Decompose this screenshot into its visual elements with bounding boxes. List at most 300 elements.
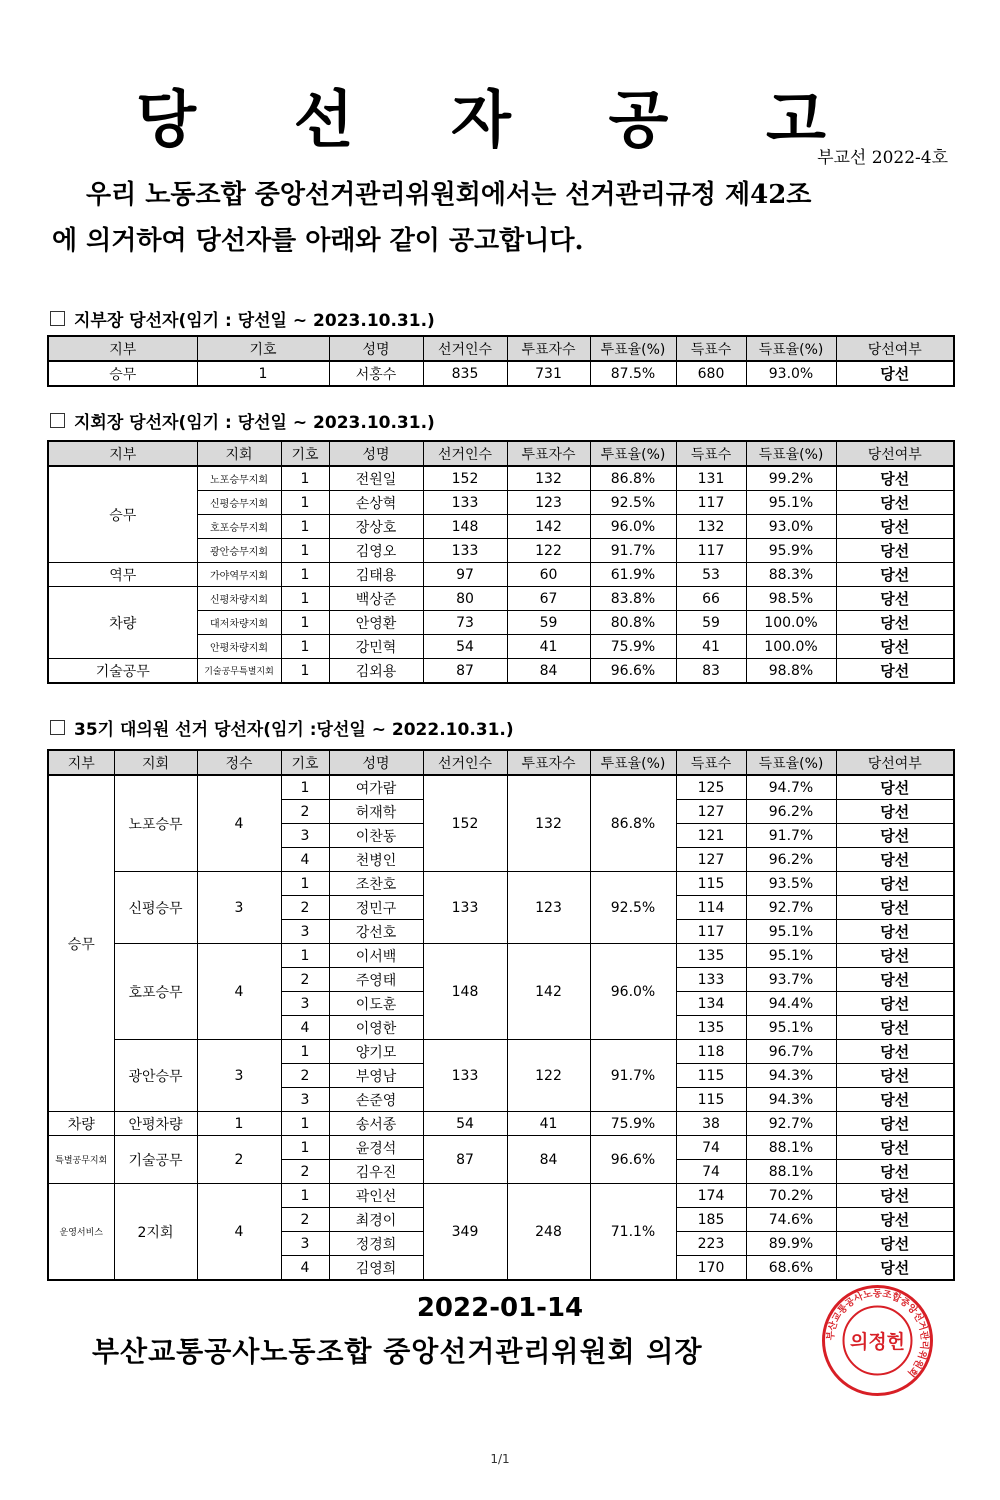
- table-cell: 당선: [836, 539, 954, 563]
- column-header: 정수: [197, 750, 281, 775]
- votes-cell: 127: [676, 848, 746, 872]
- voters-cell: 87: [423, 1136, 507, 1184]
- table-cell: 95.9%: [746, 539, 836, 563]
- official-seal-stamp: [820, 1283, 935, 1398]
- vote-rate-cell: 92.7%: [746, 896, 836, 920]
- chapter-cell: 안평차량지회: [197, 635, 281, 659]
- announcement-date: 2022-01-14: [416, 1293, 584, 1323]
- candidate-name-cell: 이도훈: [329, 992, 423, 1016]
- table-row: [48, 872, 954, 896]
- ballots-cell: 123: [507, 872, 590, 944]
- table-row: [48, 563, 954, 587]
- column-header: 득표율(%): [746, 441, 836, 466]
- votes-cell: 114: [676, 896, 746, 920]
- checkbox-square-icon: [50, 720, 65, 735]
- candidate-name-cell: 정경희: [329, 1232, 423, 1256]
- intro-line-2: 에 의거하여 당선자를 아래와 같이 공고합니다.: [52, 226, 584, 256]
- table-cell: 100.0%: [746, 611, 836, 635]
- table-cell: 당선: [836, 635, 954, 659]
- result-cell: 당선: [836, 824, 954, 848]
- table-cell: 당선: [836, 515, 954, 539]
- table-cell: 서홍수: [329, 361, 423, 386]
- candidate-number-cell: 4: [281, 848, 329, 872]
- table-cell: 731: [507, 361, 590, 386]
- result-cell: 당선: [836, 896, 954, 920]
- result-cell: 당선: [836, 1112, 954, 1136]
- turnout-cell: 75.9%: [590, 1112, 676, 1136]
- chapter-cell: 신평승무지회: [197, 491, 281, 515]
- table-cell: 835: [423, 361, 507, 386]
- votes-cell: 170: [676, 1256, 746, 1281]
- table-cell: 97: [423, 563, 507, 587]
- candidate-name-cell: 주영태: [329, 968, 423, 992]
- document-number: 부교선 2022-4호: [817, 148, 948, 168]
- column-header: 기호: [281, 750, 329, 775]
- result-cell: 당선: [836, 1016, 954, 1040]
- candidate-number-cell: 1: [281, 1040, 329, 1064]
- turnout-cell: 92.5%: [590, 872, 676, 944]
- candidate-number-cell: 1: [281, 872, 329, 896]
- candidate-number-cell: 1: [281, 1184, 329, 1208]
- table-cell: 1: [281, 515, 329, 539]
- table-row: [48, 361, 954, 386]
- votes-cell: 134: [676, 992, 746, 1016]
- seats-cell: 1: [197, 1112, 281, 1136]
- table-cell: 1: [281, 635, 329, 659]
- column-header: 투표자수: [507, 750, 590, 775]
- delegate-table: [47, 749, 955, 1281]
- column-header: 득표수: [676, 750, 746, 775]
- table-cell: 1: [281, 587, 329, 611]
- vote-rate-cell: 68.6%: [746, 1256, 836, 1281]
- votes-cell: 38: [676, 1112, 746, 1136]
- candidate-name-cell: 이서백: [329, 944, 423, 968]
- table-cell: 손상혁: [329, 491, 423, 515]
- table-cell: 1: [281, 611, 329, 635]
- table-cell: 100.0%: [746, 635, 836, 659]
- table-cell: 131: [676, 466, 746, 491]
- table-cell: 96.0%: [590, 515, 676, 539]
- branch-cell: 기술공무: [48, 659, 197, 684]
- table-cell: 98.5%: [746, 587, 836, 611]
- ballots-cell: 142: [507, 944, 590, 1040]
- result-cell: 당선: [836, 1256, 954, 1281]
- seats-cell: 4: [197, 775, 281, 872]
- column-header: 선거인수: [423, 441, 507, 466]
- result-cell: 당선: [836, 992, 954, 1016]
- candidate-name-cell: 최경이: [329, 1208, 423, 1232]
- table-cell: 1: [281, 539, 329, 563]
- candidate-name-cell: 김영희: [329, 1256, 423, 1281]
- column-header: 투표율(%): [590, 750, 676, 775]
- column-header: 득표수: [676, 441, 746, 466]
- table-cell: 당선: [836, 361, 954, 386]
- column-header: 지부: [48, 750, 114, 775]
- branch-cell: 승무: [48, 775, 114, 1112]
- candidate-number-cell: 3: [281, 992, 329, 1016]
- chapter-cell: 대저차량지회: [197, 611, 281, 635]
- result-cell: 당선: [836, 800, 954, 824]
- votes-cell: 115: [676, 872, 746, 896]
- column-header: 선거인수: [423, 750, 507, 775]
- vote-rate-cell: 95.1%: [746, 920, 836, 944]
- table-cell: 117: [676, 491, 746, 515]
- chapter-cell: 가야역무지회: [197, 563, 281, 587]
- table-cell: 당선: [836, 466, 954, 491]
- voters-cell: 148: [423, 944, 507, 1040]
- chapter-cell: 노포승무지회: [197, 466, 281, 491]
- votes-cell: 74: [676, 1136, 746, 1160]
- votes-cell: 223: [676, 1232, 746, 1256]
- chapter-cell: 광안승무: [114, 1040, 197, 1112]
- issuer-name: 부산교통공사노동조합 중앙선거관리위원회 의장: [92, 1335, 703, 1368]
- table-cell: 김영오: [329, 539, 423, 563]
- table-cell: 142: [507, 515, 590, 539]
- vote-rate-cell: 96.7%: [746, 1040, 836, 1064]
- column-header: 성명: [329, 336, 423, 361]
- vote-rate-cell: 88.1%: [746, 1160, 836, 1184]
- table-cell: 전원일: [329, 466, 423, 491]
- table-cell: 67: [507, 587, 590, 611]
- table-cell: 133: [423, 539, 507, 563]
- table-cell: 당선: [836, 491, 954, 515]
- intro-line-1: 우리 노동조합 중앙선거관리위원회에서는 선거관리규정 제42조: [86, 180, 812, 210]
- result-cell: 당선: [836, 1040, 954, 1064]
- table-cell: 59: [676, 611, 746, 635]
- votes-cell: 135: [676, 944, 746, 968]
- result-cell: 당선: [836, 1136, 954, 1160]
- voters-cell: 349: [423, 1184, 507, 1281]
- vote-rate-cell: 93.5%: [746, 872, 836, 896]
- table-cell: 132: [676, 515, 746, 539]
- table-cell: 84: [507, 659, 590, 684]
- candidate-number-cell: 1: [281, 1136, 329, 1160]
- vote-rate-cell: 94.3%: [746, 1064, 836, 1088]
- column-header: 지회: [114, 750, 197, 775]
- result-cell: 당선: [836, 1184, 954, 1208]
- table-cell: 122: [507, 539, 590, 563]
- table-cell: 152: [423, 466, 507, 491]
- votes-cell: 135: [676, 1016, 746, 1040]
- candidate-name-cell: 부영남: [329, 1064, 423, 1088]
- table-cell: 강민혁: [329, 635, 423, 659]
- column-header: 당선여부: [836, 441, 954, 466]
- table-row: [48, 659, 954, 684]
- ballots-cell: 132: [507, 775, 590, 872]
- section2-title-text: 지회장 당선자(임기 : 당선일 ~ 2023.10.31.): [74, 413, 435, 433]
- candidate-number-cell: 2: [281, 1160, 329, 1184]
- table-row: [48, 1112, 954, 1136]
- table-cell: 41: [507, 635, 590, 659]
- result-cell: 당선: [836, 1232, 954, 1256]
- votes-cell: 74: [676, 1160, 746, 1184]
- chapter-cell: 신평차량지회: [197, 587, 281, 611]
- page-title: 당 선 자 공 고: [136, 83, 864, 156]
- table-cell: 장상호: [329, 515, 423, 539]
- ballots-cell: 248: [507, 1184, 590, 1281]
- column-header: 기호: [281, 441, 329, 466]
- vote-rate-cell: 93.7%: [746, 968, 836, 992]
- branch-cell: 역무: [48, 563, 197, 587]
- table-row: [48, 1136, 954, 1160]
- candidate-number-cell: 4: [281, 1016, 329, 1040]
- column-header: 당선여부: [836, 750, 954, 775]
- candidate-number-cell: 1: [281, 1112, 329, 1136]
- table-cell: 92.5%: [590, 491, 676, 515]
- vote-rate-cell: 70.2%: [746, 1184, 836, 1208]
- seats-cell: 4: [197, 944, 281, 1040]
- table-cell: 73: [423, 611, 507, 635]
- chapter-cell: 호포승무지회: [197, 515, 281, 539]
- voters-cell: 133: [423, 872, 507, 944]
- table-cell: 91.7%: [590, 539, 676, 563]
- vote-rate-cell: 94.4%: [746, 992, 836, 1016]
- checkbox-square-icon: [50, 311, 65, 326]
- vote-rate-cell: 88.1%: [746, 1136, 836, 1160]
- column-header: 당선여부: [836, 336, 954, 361]
- candidate-number-cell: 2: [281, 896, 329, 920]
- result-cell: 당선: [836, 775, 954, 800]
- candidate-name-cell: 윤경석: [329, 1136, 423, 1160]
- table-cell: 680: [676, 361, 746, 386]
- seats-cell: 3: [197, 1040, 281, 1112]
- candidate-number-cell: 3: [281, 824, 329, 848]
- vote-rate-cell: 94.7%: [746, 775, 836, 800]
- section1-title-text: 지부장 당선자(임기 : 당선일 ~ 2023.10.31.): [74, 311, 435, 331]
- result-cell: 당선: [836, 920, 954, 944]
- table-cell: 1: [281, 491, 329, 515]
- table-cell: 59: [507, 611, 590, 635]
- table-cell: 54: [423, 635, 507, 659]
- seats-cell: 4: [197, 1184, 281, 1281]
- votes-cell: 174: [676, 1184, 746, 1208]
- branch-cell: 차량: [48, 1112, 114, 1136]
- seats-cell: 2: [197, 1136, 281, 1184]
- table-header-row: [48, 441, 954, 466]
- table-cell: 승무: [48, 361, 197, 386]
- column-header: 득표율(%): [746, 336, 836, 361]
- column-header: 투표자수: [507, 336, 590, 361]
- table-cell: 83.8%: [590, 587, 676, 611]
- column-header: 득표수: [676, 336, 746, 361]
- table-cell: 1: [197, 361, 329, 386]
- section3-title: [50, 715, 514, 740]
- turnout-cell: 91.7%: [590, 1040, 676, 1112]
- column-header: 투표자수: [507, 441, 590, 466]
- candidate-number-cell: 1: [281, 944, 329, 968]
- section3-title-text: 35기 대의원 선거 당선자(임기 :당선일 ~ 2022.10.31.): [74, 720, 514, 740]
- candidate-name-cell: 강선호: [329, 920, 423, 944]
- candidate-number-cell: 2: [281, 1064, 329, 1088]
- column-header: 투표율(%): [590, 336, 676, 361]
- result-cell: 당선: [836, 1208, 954, 1232]
- svg-text:의정헌: 의정헌: [849, 1331, 906, 1353]
- chapter-cell: 기술공무특별지회: [197, 659, 281, 684]
- votes-cell: 121: [676, 824, 746, 848]
- table-cell: 80.8%: [590, 611, 676, 635]
- table-cell: 백상준: [329, 587, 423, 611]
- vote-rate-cell: 95.1%: [746, 944, 836, 968]
- checkbox-square-icon: [50, 413, 65, 428]
- section2-title: [50, 408, 435, 433]
- candidate-number-cell: 3: [281, 1232, 329, 1256]
- ballots-cell: 122: [507, 1040, 590, 1112]
- votes-cell: 115: [676, 1064, 746, 1088]
- table-cell: 87: [423, 659, 507, 684]
- table-cell: 117: [676, 539, 746, 563]
- table-cell: 61.9%: [590, 563, 676, 587]
- table-header-row: [48, 750, 954, 775]
- vote-rate-cell: 91.7%: [746, 824, 836, 848]
- table-cell: 53: [676, 563, 746, 587]
- table-cell: 83: [676, 659, 746, 684]
- chapter-cell: 안평차량: [114, 1112, 197, 1136]
- candidate-name-cell: 송서종: [329, 1112, 423, 1136]
- chapter-cell: 기술공무: [114, 1136, 197, 1184]
- vote-rate-cell: 94.3%: [746, 1088, 836, 1112]
- ballots-cell: 84: [507, 1136, 590, 1184]
- candidate-number-cell: 3: [281, 1088, 329, 1112]
- table-cell: 김외용: [329, 659, 423, 684]
- chapter-cell: 노포승무: [114, 775, 197, 872]
- vote-rate-cell: 96.2%: [746, 800, 836, 824]
- table-cell: 안영환: [329, 611, 423, 635]
- candidate-number-cell: 3: [281, 920, 329, 944]
- voters-cell: 54: [423, 1112, 507, 1136]
- chapter-cell: 신평승무: [114, 872, 197, 944]
- turnout-cell: 96.6%: [590, 1136, 676, 1184]
- candidate-number-cell: 2: [281, 1208, 329, 1232]
- table-row: [48, 775, 954, 800]
- result-cell: 당선: [836, 968, 954, 992]
- table-cell: 80: [423, 587, 507, 611]
- page-number: 1/1: [490, 1452, 510, 1466]
- branch-cell: 승무: [48, 466, 197, 563]
- votes-cell: 125: [676, 775, 746, 800]
- candidate-name-cell: 정민구: [329, 896, 423, 920]
- candidate-number-cell: 4: [281, 1256, 329, 1281]
- column-header: 선거인수: [423, 336, 507, 361]
- result-cell: 당선: [836, 1160, 954, 1184]
- vote-rate-cell: 74.6%: [746, 1208, 836, 1232]
- candidate-number-cell: 1: [281, 775, 329, 800]
- chapter-cell: 2지회: [114, 1184, 197, 1281]
- chapter-cell: 호포승무: [114, 944, 197, 1040]
- candidate-number-cell: 2: [281, 968, 329, 992]
- result-cell: 당선: [836, 1088, 954, 1112]
- candidate-name-cell: 여가람: [329, 775, 423, 800]
- table-cell: 98.8%: [746, 659, 836, 684]
- branch-cell: 특별공무지회: [48, 1136, 114, 1184]
- vote-rate-cell: 89.9%: [746, 1232, 836, 1256]
- table-cell: 당선: [836, 659, 954, 684]
- table-cell: 당선: [836, 587, 954, 611]
- candidate-name-cell: 곽인선: [329, 1184, 423, 1208]
- table-cell: 93.0%: [746, 361, 836, 386]
- table-cell: 60: [507, 563, 590, 587]
- candidate-name-cell: 조찬호: [329, 872, 423, 896]
- column-header: 투표율(%): [590, 441, 676, 466]
- votes-cell: 127: [676, 800, 746, 824]
- table-cell: 당선: [836, 611, 954, 635]
- turnout-cell: 71.1%: [590, 1184, 676, 1281]
- result-cell: 당선: [836, 848, 954, 872]
- ballots-cell: 41: [507, 1112, 590, 1136]
- table-cell: 133: [423, 491, 507, 515]
- voters-cell: 152: [423, 775, 507, 872]
- table-cell: 1: [281, 659, 329, 684]
- table-cell: 132: [507, 466, 590, 491]
- vote-rate-cell: 95.1%: [746, 1016, 836, 1040]
- table-header-row: [48, 336, 954, 361]
- branch-cell: 운영서비스: [48, 1184, 114, 1281]
- branch-cell: 차량: [48, 587, 197, 659]
- table-row: [48, 944, 954, 968]
- turnout-cell: 96.0%: [590, 944, 676, 1040]
- table-cell: 1: [281, 466, 329, 491]
- column-header: 기호: [197, 336, 329, 361]
- candidate-name-cell: 천병인: [329, 848, 423, 872]
- table-row: [48, 1040, 954, 1064]
- table-cell: 88.3%: [746, 563, 836, 587]
- candidate-name-cell: 손준영: [329, 1088, 423, 1112]
- vote-rate-cell: 96.2%: [746, 848, 836, 872]
- table-cell: 75.9%: [590, 635, 676, 659]
- table-cell: 당선: [836, 563, 954, 587]
- candidate-name-cell: 양기모: [329, 1040, 423, 1064]
- result-cell: 당선: [836, 944, 954, 968]
- vote-rate-cell: 92.7%: [746, 1112, 836, 1136]
- table-row: [48, 587, 954, 611]
- candidate-name-cell: 이영한: [329, 1016, 423, 1040]
- column-header: 득표율(%): [746, 750, 836, 775]
- result-cell: 당선: [836, 1064, 954, 1088]
- table-cell: 95.1%: [746, 491, 836, 515]
- section1-title: [50, 306, 435, 331]
- table-row: [48, 1184, 954, 1208]
- candidate-name-cell: 이찬동: [329, 824, 423, 848]
- candidate-name-cell: 김우진: [329, 1160, 423, 1184]
- table-cell: 96.6%: [590, 659, 676, 684]
- column-header: 지부: [48, 336, 197, 361]
- table-cell: 김태용: [329, 563, 423, 587]
- votes-cell: 117: [676, 920, 746, 944]
- intro-paragraph: [52, 172, 952, 264]
- chapter-cell: 광안승무지회: [197, 539, 281, 563]
- votes-cell: 185: [676, 1208, 746, 1232]
- table-cell: 86.8%: [590, 466, 676, 491]
- branch-leader-table: [47, 335, 955, 387]
- column-header: 지부: [48, 441, 197, 466]
- table-row: [48, 466, 954, 491]
- column-header: 지회: [197, 441, 281, 466]
- votes-cell: 118: [676, 1040, 746, 1064]
- table-cell: 99.2%: [746, 466, 836, 491]
- votes-cell: 133: [676, 968, 746, 992]
- table-cell: 66: [676, 587, 746, 611]
- table-cell: 1: [281, 563, 329, 587]
- voters-cell: 133: [423, 1040, 507, 1112]
- column-header: 성명: [329, 750, 423, 775]
- result-cell: 당선: [836, 872, 954, 896]
- seats-cell: 3: [197, 872, 281, 944]
- table-cell: 148: [423, 515, 507, 539]
- table-cell: 87.5%: [590, 361, 676, 386]
- votes-cell: 115: [676, 1088, 746, 1112]
- candidate-name-cell: 허재학: [329, 800, 423, 824]
- turnout-cell: 86.8%: [590, 775, 676, 872]
- chapter-leader-table: [47, 440, 955, 684]
